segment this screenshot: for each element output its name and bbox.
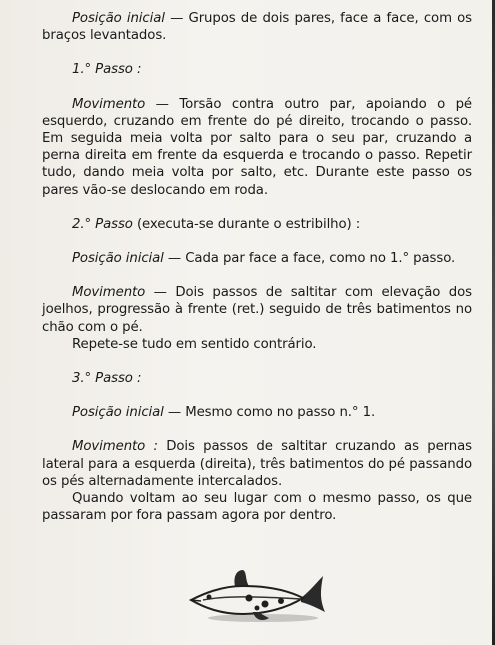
step3-position-paragraph <box>42 404 472 421</box>
initial-position-paragraph <box>42 10 472 44</box>
step2-movement-text: — Dois passos de saltitar com elevação dos joelhos, progressão à frente (ret.) seguido de três batimentos no chão com o pé. <box>42 285 472 335</box>
step2-heading-line <box>42 216 472 233</box>
dance-instructions <box>42 10 472 524</box>
step3-movement-paragraph <box>42 438 472 490</box>
step2-position-label: Posição inicial <box>72 251 164 267</box>
step3-heading: 3.° Passo : <box>72 371 142 387</box>
step2-heading-note: (executa-se durante o estribilho) : <box>132 216 361 232</box>
step3-movement-label: Movimento : <box>72 439 158 455</box>
step3-position-text: — Mesmo como no passo n.° 1. <box>163 405 376 421</box>
step2-movement-label: Movimento <box>72 285 146 301</box>
step2-repeat-paragraph: Repete-se tudo em sentido contrário. <box>72 336 317 352</box>
fish-illustration <box>183 568 333 626</box>
fish-icon <box>183 568 333 630</box>
step2-position-paragraph <box>42 250 472 267</box>
initial-position-text: — Grupos de dois pares, face a face, com os braços levantados. <box>42 11 473 44</box>
initial-position-label: Posição inicial <box>72 11 165 26</box>
step1-movement-label: Movimento <box>72 96 146 112</box>
step2-heading: 2.° Passo <box>72 216 133 232</box>
step1-heading: 1.° Passo : <box>72 62 142 78</box>
step1-movement-text: — Torsão contra outro par, apoiando o pé esquerdo, cruzando em frente do pé direito, trocando o passo. Em seguida meia volta por salto para o seu par, cruzando a perna direita em frente da esquerda e trocando o passo. Repetir tudo, dando meia volta por salto, etc. Durante este passo os pares vão-se deslocando em roda. <box>42 96 472 198</box>
step3-closing-paragraph: Quando voltam ao seu lugar com o mesmo passo, os que passaram por fora passam agora por dentro. <box>42 491 472 524</box>
step2-position-text: — Cada par face a face, como no 1.° passo. <box>163 251 456 267</box>
step3-movement-text: Dois passos de saltitar cruzando as pernas lateral para a esquerda (direita), três batimentos do pé passando os pés alternadamente intercalados. <box>42 439 472 489</box>
step3-position-label: Posição inicial <box>72 405 164 421</box>
step2-movement-paragraph <box>42 284 472 336</box>
step1-movement-paragraph <box>42 96 472 199</box>
